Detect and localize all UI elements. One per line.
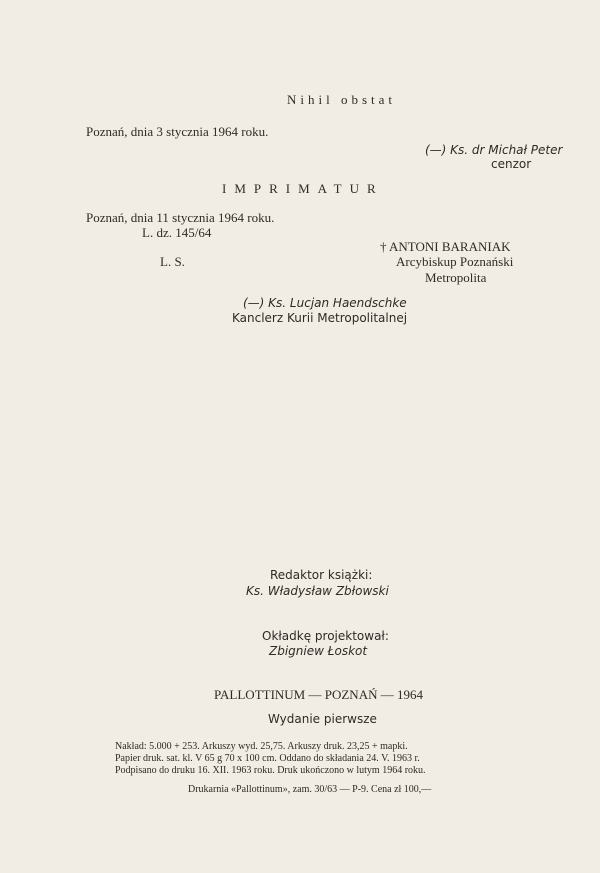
censor-signature: (—) Ks. dr Michał Peter	[425, 143, 563, 157]
imprimatur-heading: IMPRIMATUR	[222, 181, 384, 196]
edition-line: Wydanie pierwsze	[268, 712, 377, 726]
nihil-obstat-heading: Nihil obstat	[287, 92, 397, 107]
bishop-title: Arcybiskup Poznański	[396, 254, 514, 269]
seal-mark: L. S.	[160, 254, 185, 269]
bishop-title-metropolita: Metropolita	[425, 270, 487, 285]
publisher-line: PALLOTTINUM — POZNAŃ — 1964	[214, 687, 423, 702]
print-details-line-2: Papier druk. sat. kl. V 65 g 70 x 100 cm. Oddano do składania 24. V. 1963 r.	[115, 753, 420, 764]
bishop-place-date: Poznań, dnia 11 stycznia 1964 roku.	[86, 210, 275, 225]
chancellor-title: Kanclerz Kurii Metropolitalnej	[232, 311, 408, 325]
bishop-name: † ANTONI BARANIAK	[380, 239, 511, 254]
chancellor-signature	[243, 295, 407, 311]
cover-designer-name: Zbigniew Łoskot	[269, 644, 368, 658]
editor-label: Redaktor książki:	[270, 568, 373, 582]
chancellor-signature-text: (—) Ks. Lucjan Haendschke	[243, 296, 407, 310]
reference-number: L. dz. 145/64	[142, 225, 212, 240]
print-details-line-1: Nakład: 5.000 + 253. Arkuszy wyd. 25,75. Arkuszy druk. 23,25 + mapki.	[115, 741, 408, 752]
print-details-line-3: Podpisano do druku 16. XII. 1963 roku. Druk ukończono w lutym 1964 roku.	[115, 765, 426, 776]
editor-name: Ks. Władysław Zbłowski	[246, 584, 389, 598]
censor-title: cenzor	[491, 157, 532, 171]
cover-designer-label: Okładkę projektował:	[262, 629, 389, 643]
printer-line: Drukarnia «Pallottinum», zam. 30/63 — P-9. Cena zł 100,—	[188, 784, 432, 795]
censor-place-date: Poznań, dnia 3 stycznia 1964 roku.	[86, 124, 269, 139]
